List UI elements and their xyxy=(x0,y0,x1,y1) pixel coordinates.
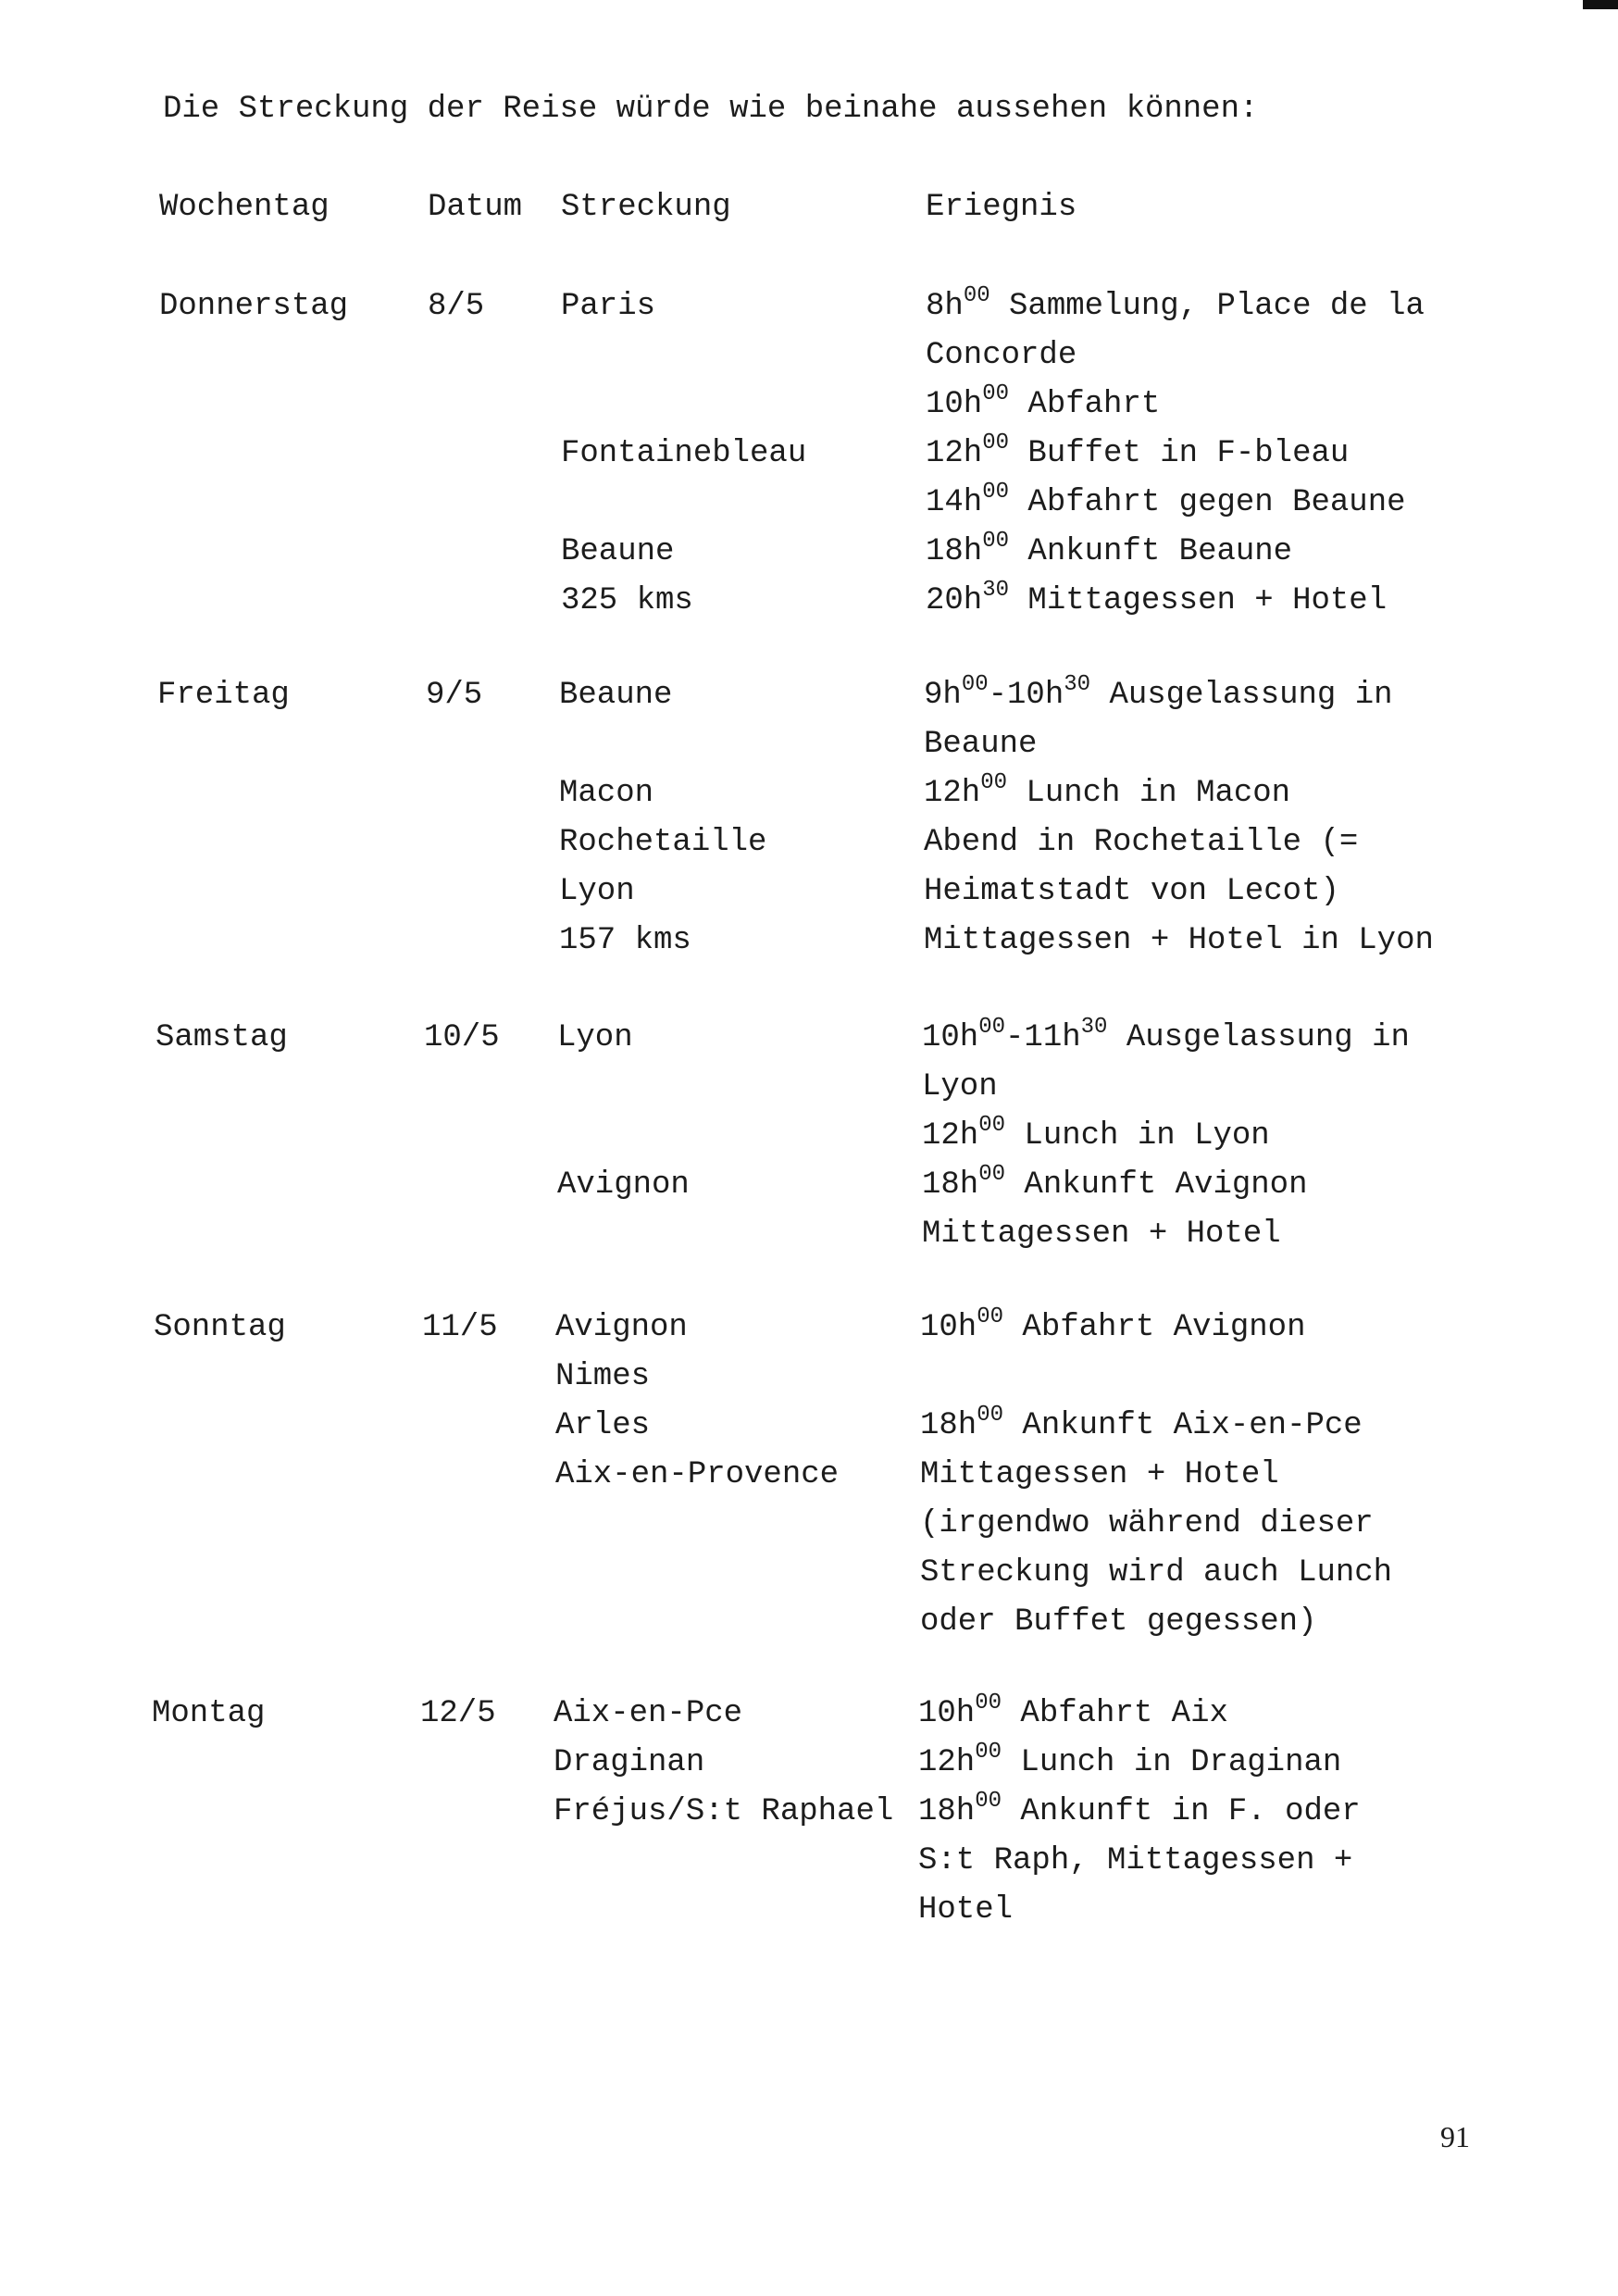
route-stop: Avignon xyxy=(557,1167,690,1203)
time-minutes: 00 xyxy=(977,1403,1004,1428)
route-stop: Nimes xyxy=(555,1359,651,1394)
time-minutes: 00 xyxy=(978,1113,1006,1138)
route-stop xyxy=(561,331,806,381)
event-line: Beaune xyxy=(924,727,1038,762)
date-label: 9/5 xyxy=(426,678,483,713)
day-name xyxy=(154,1304,286,1353)
event-list xyxy=(922,1014,1410,1259)
route-stop: Arles xyxy=(555,1408,651,1443)
day-date xyxy=(422,1304,498,1353)
event-line: Hotel xyxy=(918,1892,1014,1928)
day-name xyxy=(157,671,290,720)
event-line: $12h^{00}$ Buffet in F-bleau xyxy=(926,430,1350,471)
header-streckung: Streckung xyxy=(561,190,731,225)
date-label: 10/5 xyxy=(424,1020,500,1055)
route-stop: Lyon xyxy=(557,1020,633,1055)
route-stop xyxy=(559,720,766,769)
time-minutes: 00 xyxy=(977,1304,1004,1329)
day-label: Sonntag xyxy=(154,1310,286,1345)
event-line: Abend in Rochetaille (= xyxy=(924,825,1359,860)
time-minutes: 00 xyxy=(982,480,1010,505)
event-line: $18h^{00}$ Ankunft Avignon xyxy=(922,1162,1308,1203)
event-line: Mittagessen + Hotel in Lyon xyxy=(924,923,1434,958)
day-name xyxy=(152,1690,265,1739)
event-line: $10h^{00}$ Abfahrt Aix xyxy=(918,1691,1228,1731)
date-label: 12/5 xyxy=(420,1696,496,1731)
route-stop xyxy=(561,479,806,528)
event-line: $10h^{00}$ Abfahrt Avignon xyxy=(920,1304,1306,1345)
event-line: $18h^{00}$ Ankunft in F. oder xyxy=(918,1789,1361,1829)
page-number: 91 xyxy=(1440,2120,1470,2153)
event-line: oder Buffet gegessen) xyxy=(920,1604,1317,1640)
route-stop: 325 kms xyxy=(561,583,693,618)
header-wochentag: Wochentag xyxy=(159,190,330,225)
event-line: $12h^{00}$ Lunch in Lyon xyxy=(922,1113,1270,1154)
header-datum: Datum xyxy=(428,190,523,225)
day-label: Montag xyxy=(152,1696,266,1731)
day-name xyxy=(156,1014,288,1063)
event-line: $18h^{00}$ Ankunft Aix-en-Pce xyxy=(920,1403,1363,1443)
event-list xyxy=(920,1304,1392,1647)
route-stop xyxy=(557,1112,690,1161)
day-date xyxy=(428,282,484,331)
day-date xyxy=(424,1014,500,1063)
event-line: S:t Raph, Mittagessen + xyxy=(918,1843,1353,1878)
event-line: Lyon xyxy=(922,1069,998,1104)
route-stop: Draginan xyxy=(554,1745,705,1780)
route-stop: 157 kms xyxy=(559,923,691,958)
day-date xyxy=(420,1690,496,1739)
event-line: $12h^{00}$ Lunch in Macon xyxy=(924,770,1291,811)
event-line: Mittagessen + Hotel xyxy=(922,1217,1281,1252)
event-line xyxy=(920,1353,1392,1402)
event-line: $10h^{00}$ Abfahrt xyxy=(926,381,1161,422)
route-stops xyxy=(555,1304,839,1500)
route-stops xyxy=(559,671,766,966)
day-label: Samstag xyxy=(156,1020,288,1055)
event-line: $9h^{00}-10h^{30}$ Ausgelassung in xyxy=(924,672,1393,713)
time-minutes: 00 xyxy=(982,430,1010,455)
time-minutes: 00 xyxy=(975,1740,1002,1765)
header-eriegnis: Eriegnis xyxy=(926,190,1077,225)
day-label: Freitag xyxy=(157,678,290,713)
time-minutes: 00 xyxy=(980,770,1008,795)
time-minutes: 00 xyxy=(963,283,990,308)
time-minutes: 00 xyxy=(982,381,1010,406)
route-stops xyxy=(557,1014,690,1210)
route-stop: Paris xyxy=(561,289,656,324)
time-minutes: 00 xyxy=(975,1789,1002,1814)
day-name xyxy=(159,282,348,331)
route-stop xyxy=(561,381,806,430)
event-list xyxy=(926,282,1425,626)
event-line: $20h^{30}$ Mittagessen + Hotel xyxy=(926,578,1388,618)
date-label: 8/5 xyxy=(428,289,485,324)
route-stop: Aix-en-Provence xyxy=(555,1457,840,1492)
event-line: $12h^{00}$ Lunch in Draginan xyxy=(918,1740,1342,1780)
route-stop: Lyon xyxy=(559,874,635,909)
time-minutes: 30 xyxy=(982,578,1010,603)
time-minutes: 00 xyxy=(975,1691,1002,1716)
event-line: Concorde xyxy=(926,338,1077,373)
event-line: $14h^{00}$ Abfahrt gegen Beaune xyxy=(926,480,1406,520)
event-list xyxy=(924,671,1434,966)
event-line: $8h^{00}$ Sammelung, Place de la xyxy=(926,283,1425,324)
route-stop: Rochetaille xyxy=(559,825,767,860)
route-stop: Fréjus/S:t Raphael xyxy=(554,1794,894,1829)
time-minutes: 30 xyxy=(1064,672,1091,697)
route-stops xyxy=(561,282,806,626)
time-minutes: 00 xyxy=(978,1015,1006,1040)
route-stop: Macon xyxy=(559,776,654,811)
event-line: Streckung wird auch Lunch xyxy=(920,1555,1393,1591)
route-stop xyxy=(557,1063,690,1112)
event-line: Heimatstadt von Lecot) xyxy=(924,874,1339,909)
event-line: $10h^{00}-11h^{30}$ Ausgelassung in xyxy=(922,1015,1410,1055)
time-minutes: 00 xyxy=(982,529,1010,554)
day-date xyxy=(426,671,482,720)
route-stop: Beaune xyxy=(559,678,673,713)
route-stops xyxy=(554,1690,893,1837)
route-stop: Beaune xyxy=(561,534,675,569)
time-minutes: 00 xyxy=(961,672,989,697)
event-line: Mittagessen + Hotel xyxy=(920,1457,1279,1492)
date-label: 11/5 xyxy=(422,1310,498,1345)
event-list xyxy=(918,1690,1361,1935)
route-stop: Avignon xyxy=(555,1310,688,1345)
route-stop: Aix-en-Pce xyxy=(554,1696,743,1731)
intro-sentence: Die Streckung der Reise würde wie beinahe aussehen können: xyxy=(163,92,1259,127)
time-minutes: 00 xyxy=(978,1162,1006,1187)
route-stop: Fontainebleau xyxy=(561,436,807,471)
time-minutes: 30 xyxy=(1080,1015,1108,1040)
event-line: (irgendwo während dieser xyxy=(920,1506,1374,1541)
day-label: Donnerstag xyxy=(159,289,349,324)
event-line: $18h^{00}$ Ankunft Beaune xyxy=(926,529,1293,569)
corner-scan-mark xyxy=(1583,0,1618,9)
